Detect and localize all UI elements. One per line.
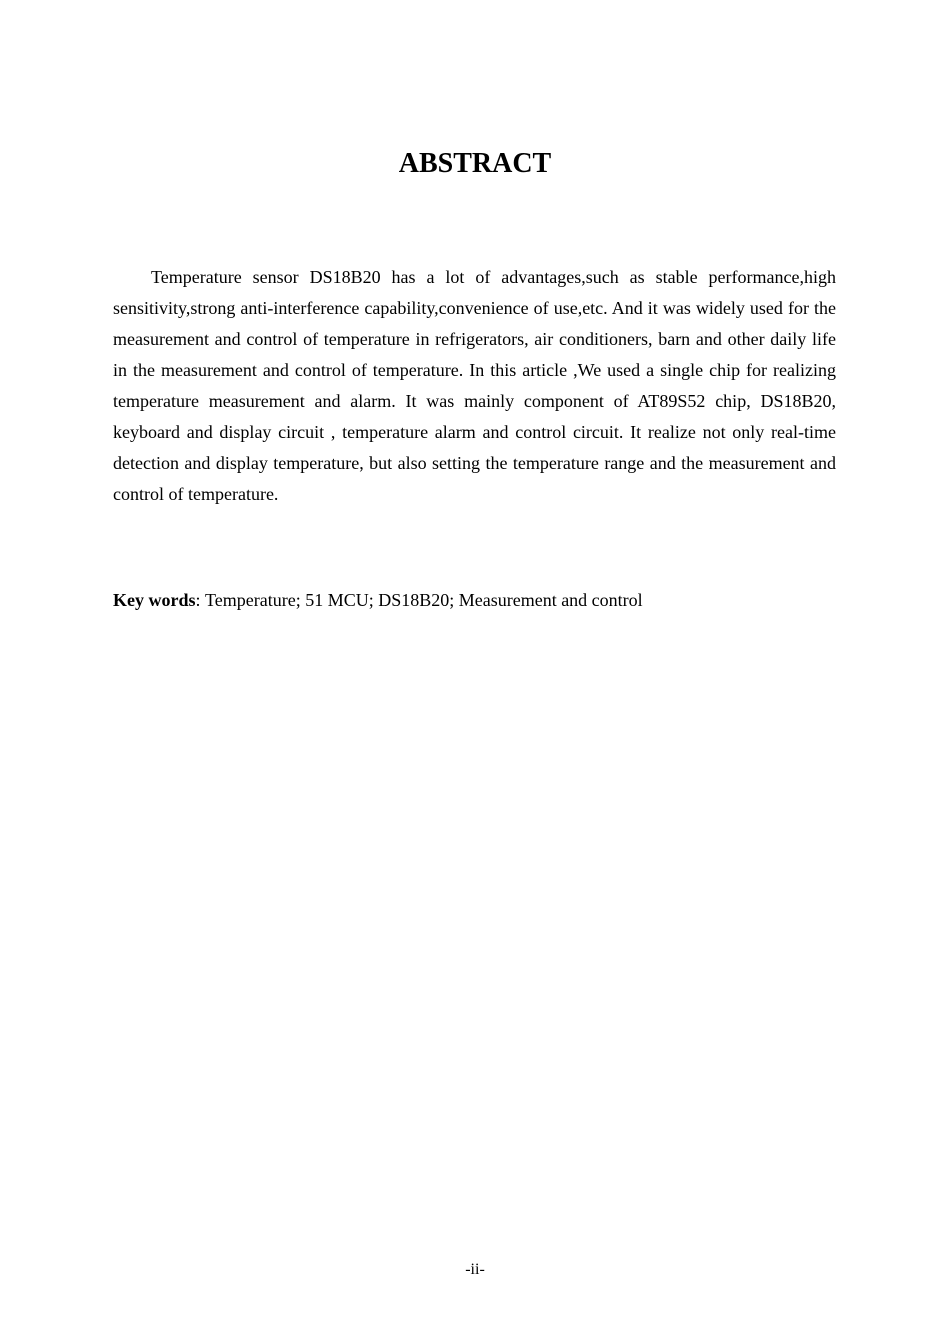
keywords-separator: : — [195, 590, 201, 610]
abstract-title: ABSTRACT — [398, 148, 552, 179]
keywords-line — [113, 586, 836, 614]
page-number: -ii- — [465, 1261, 485, 1278]
abstract-body-paragraph: Temperature sensor DS18B20 has a lot of advantages,such as stable performance,high sensitivity,strong anti-interference capability,convenience of use,etc. And it was widely used for the measurement and control of temperature in refrigerators, air conditioners, barn and other daily life in the measurement and control of temperature. In this article ,We used a single chip for realizing temperature measurement and alarm. It was mainly component of AT89S52 chip, DS18B20, keyboard and display circuit , temperature alarm and control circuit. It realize not only real-time detection and display temperature, but also setting the temperature range and the measurement and control of temperature. — [113, 267, 836, 504]
keywords-value: Temperature; 51 MCU; DS18B20; Measurement and control — [205, 590, 643, 610]
keywords-label: Key words — [113, 590, 196, 610]
